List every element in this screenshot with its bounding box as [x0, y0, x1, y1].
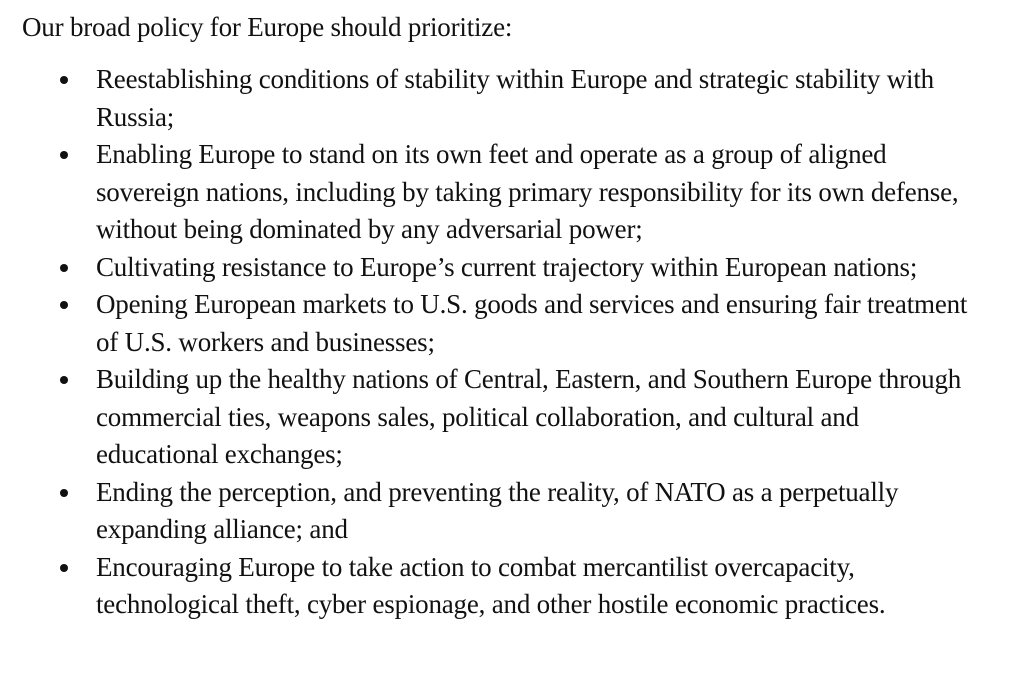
list-item: [22, 61, 976, 136]
bullet-dot-icon: [60, 376, 68, 384]
bullet-dot-icon: [60, 76, 68, 84]
list-item-text: Ending the perception, and preventing the reality, of NATO as a perpetually expanding alliance; and: [96, 476, 899, 544]
list-item: [22, 549, 976, 624]
bullet-dot-icon: [60, 489, 68, 497]
list-item: [22, 286, 976, 361]
priority-list: [22, 61, 1024, 624]
list-item: [22, 136, 976, 249]
list-item-text: Cultivating resistance to Europe’s current trajectory within European nations;: [96, 251, 918, 282]
list-item-text: Reestablishing conditions of stability within Europe and strategic stability with Russia;: [96, 64, 934, 132]
list-item: [22, 249, 976, 287]
list-item-text: Encouraging Europe to take action to combat mercantilist overcapacity, technological theft, cyber espionage, and other hostile economic practices.: [96, 551, 886, 619]
list-item-text: Opening European markets to U.S. goods and services and ensuring fair treatment of U.S. workers and businesses;: [96, 289, 968, 357]
bullet-dot-icon: [60, 264, 68, 272]
list-item-text: Enabling Europe to stand on its own feet and operate as a group of aligned sovereign nations, including by taking primary responsibility for its own defense, without being dominated by any adversarial power;: [96, 139, 959, 244]
bullet-dot-icon: [60, 151, 68, 159]
list-item: [22, 361, 976, 474]
intro-paragraph: Our broad policy for Europe should prioritize:: [22, 12, 513, 42]
bullet-dot-icon: [60, 564, 68, 572]
list-item-text: Building up the healthy nations of Central, Eastern, and Southern Europe through commercial ties, weapons sales, political collaboration, and cultural and educational exchanges;: [96, 364, 962, 469]
list-item: [22, 474, 976, 549]
bullet-dot-icon: [60, 301, 68, 309]
